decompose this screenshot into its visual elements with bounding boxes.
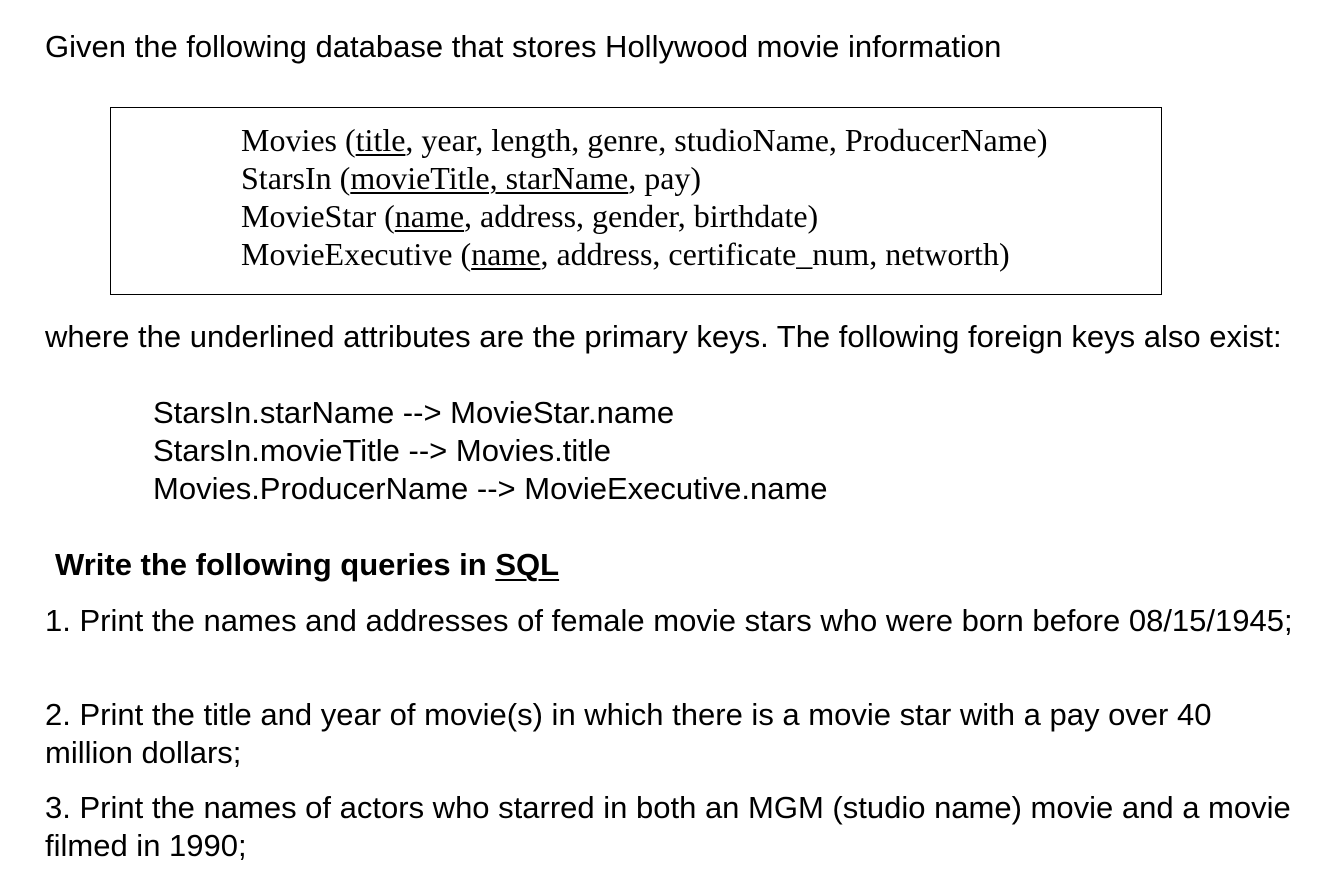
schema-starsin — [241, 159, 1047, 197]
schema-starsin-name: StarsIn ( — [241, 160, 351, 196]
schema-moviestar — [241, 197, 1047, 235]
schema-moviestar-pk: name — [394, 198, 465, 234]
schema-movieexecutive-name: MovieExecutive ( — [241, 236, 472, 272]
foreign-key-item: Movies.ProducerName --> MovieExecutive.name — [153, 471, 828, 506]
foreign-key-item: StarsIn.movieTitle --> Movies.title — [153, 433, 611, 468]
question-1: 1. Print the names and addresses of female movie stars who were born before 08/15/1945; — [45, 603, 1293, 638]
schema-movies-pk: title — [355, 122, 406, 158]
question-2: 2. Print the title and year of movie(s) in which there is a movie star with a pay over 40 million dollars; — [45, 697, 1212, 770]
schema-movies-name: Movies ( — [241, 122, 356, 158]
schema-movieexecutive-rest: , address, certificate_num, networth) — [540, 236, 1010, 272]
schema-starsin-pk: movieTitle, starName — [350, 160, 629, 196]
section-heading — [55, 546, 559, 584]
schema-movies — [241, 121, 1047, 159]
schema-starsin-rest: , pay) — [628, 160, 702, 196]
schema-movieexecutive-pk: name — [471, 236, 541, 272]
heading-emphasis: SQL — [495, 547, 560, 582]
schema-movieexecutive — [241, 235, 1047, 273]
foreign-key-item: StarsIn.starName --> MovieStar.name — [153, 395, 675, 430]
foreign-key-list — [153, 394, 828, 508]
intro-text: Given the following database that stores Hollywood movie information — [45, 29, 1002, 64]
schema-movies-rest: , year, length, genre, studioName, ProducerName) — [405, 122, 1048, 158]
where-text: where the underlined attributes are the primary keys. The following foreign keys also exist: — [45, 319, 1282, 354]
heading-prefix: Write the following queries in — [55, 547, 496, 582]
question-3: 3. Print the names of actors who starred in both an MGM (studio name) movie and a movie filmed in 1990; — [45, 790, 1291, 863]
schema-list — [241, 121, 1047, 273]
schema-box — [110, 107, 1162, 295]
schema-moviestar-name: MovieStar ( — [241, 198, 395, 234]
schema-moviestar-rest: , address, gender, birthdate) — [464, 198, 819, 234]
